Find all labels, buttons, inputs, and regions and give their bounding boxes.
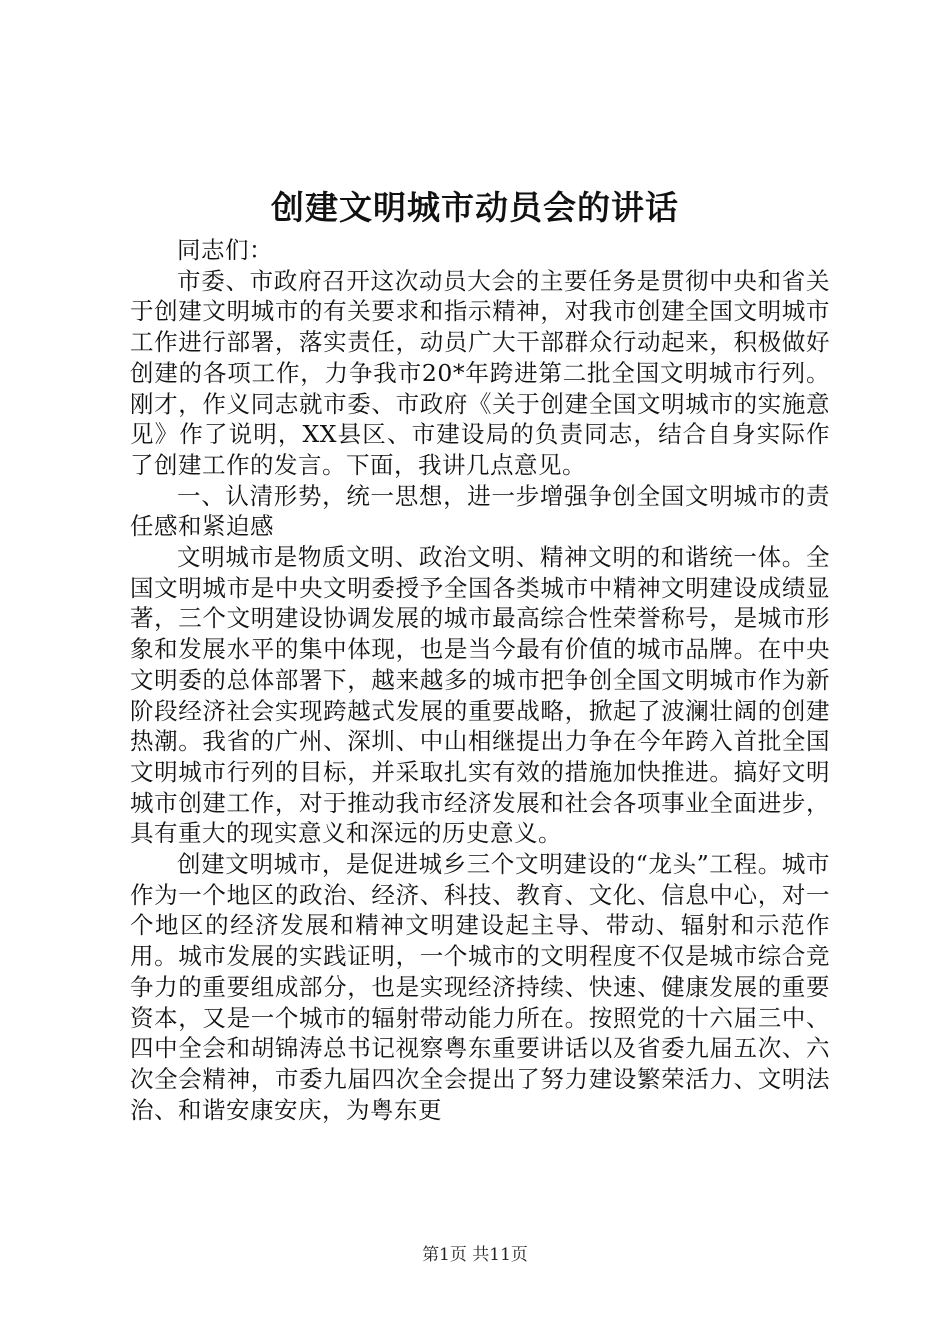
paragraph-leading-project: 创建文明城市，是促进城乡三个文明建设的“龙头”工程。城市作为一个地区的政治、经济、科技、教育、文化、信息中心，对一个地区的经济发展和精神文明建设起主导、带动、辐射和示范作用。城市发展的实践证明，一个城市的文明程度不仅是城市综合竞争力的重要组成部分，也是实现经济持续、快速、健康发展的重要资本，又是一个城市的辐射带动能力所在。按照党的十六届三中、四中全会和胡锦涛总书记视察粤东重要讲话以及省委九届五次、六次全会精神，市委九届四次全会提出了努力建设繁荣活力、文明法治、和谐安康安庆，为粤东更 [130, 850, 830, 1124]
paragraph-civilized-city: 文明城市是物质文明、政治文明、精神文明的和谐统一体。全国文明城市是中央文明委授予全国各类城市中精神文明建设成绩显著，三个文明建设协调发展的城市最高综合性荣誉称号，是城市形象和发展水平的集中体现，也是当今最有价值的城市品牌。在中央文明委的总体部署下，越来越多的城市把争创全国文明城市作为新阶段经济社会实现跨越式发展的重要战略，掀起了波澜壮阔的创建热潮。我省的广州、深圳、中山相继提出力争在今年跨入首批全国文明城市行列的目标，并采取扎实有效的措施加快推进。搞好文明城市创建工作，对于推动我市经济发展和社会各项事业全面进步，具有重大的现实意义和深远的历史意义。 [130, 543, 830, 848]
page-number-footer: 第1页 共11页 [422, 1245, 528, 1265]
paragraph-intro: 市委、市政府召开这次动员大会的主要任务是贯彻中央和省关于创建文明城市的有关要求和指示精神，对我市创建全国文明城市工作进行部署，落实责任，动员广大干部群众行动起来，积极做好创建的各项工作，力争我市20*年跨进第二批全国文明城市行列。刚才，作义同志就市委、市政府《关于创建全国文明城市的实施意见》作了说明，XX县区、市建设局的负责同志，结合自身实际作了创建工作的发言。下面，我讲几点意见。 [130, 266, 830, 479]
document-title: 创建文明城市动员会的讲话 [271, 188, 679, 227]
document-body [130, 235, 830, 1125]
section-heading-1: 一、认清形势，统一思想，进一步增强争创全国文明城市的责任感和紧迫感 [130, 481, 830, 541]
salutation: 同志们： [177, 236, 273, 264]
